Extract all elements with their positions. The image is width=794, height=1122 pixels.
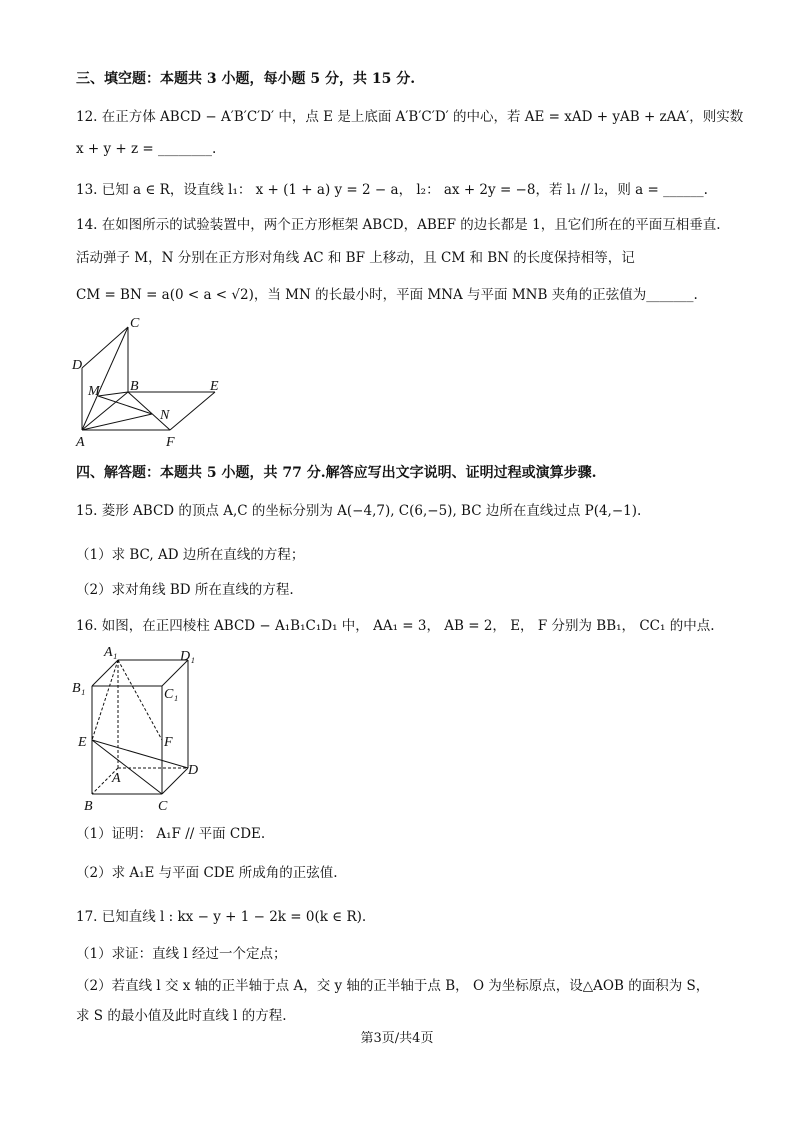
label-a1: A₁ (104, 645, 118, 660)
q16-part1: （1）证明： A₁F // 平面 CDE. (76, 826, 266, 842)
segment-ed (92, 740, 188, 768)
q15-part1: （1）求 BC, AD 边所在直线的方程； (76, 547, 305, 563)
label-n: N (160, 408, 170, 423)
q12-line2: x + y + z = ________. (76, 141, 217, 157)
edge-ef (170, 392, 215, 430)
edge-dc (82, 327, 128, 368)
section-heading-solutions: 四、解答题：本题共 5 小题，共 77 分.解答应写出文字说明、证明过程或演算步骤. (76, 465, 597, 481)
segment-a1f-hidden (118, 660, 162, 740)
label-c: C (130, 316, 140, 331)
segment-mn (98, 396, 152, 414)
q17-line1: 17. 已知直线 l : kx − y + 1 − 2k = 0(k ∈ R). (76, 909, 367, 925)
q14-line2: 活动弹子 M，N 分别在正方形对角线 AC 和 BF 上移动，且 CM 和 BN 的长度保持相等，记 (76, 250, 635, 266)
q14-line1: 14. 在如图所示的试验装置中，两个正方形框架 ABCD，ABEF 的边长都是 1，且它们所在的平面互相垂直. (76, 217, 721, 233)
label-c1: C₁ (164, 687, 179, 702)
q16-part2: （2）求 A₁E 与平面 CDE 所成角的正弦值. (76, 865, 338, 881)
q15-part2: （2）求对角线 BD 所在直线的方程. (76, 582, 294, 598)
q14-line3: CM = BN = a(0 < a < √2)，当 MN 的长最小时，平面 MNA 与平面 MNB 夹角的正弦值为_______. (76, 287, 698, 303)
label-e: E (210, 379, 219, 394)
q13-line1: 13. 已知 a ∈ R，设直线 l₁： x + (1 + a) y = 2 − a， l₂： ax + 2y = −8，若 l₁ // l₂，则 a = ______. (76, 182, 708, 198)
label-c: C (158, 799, 168, 814)
label-m: M (88, 384, 100, 399)
label-b1: B₁ (72, 681, 86, 696)
q12-line1: 12. 在正方体 ABCD − A′B′C′D′ 中，点 E 是上底面 A′B′C′D′ 的中心，若 AE = xAD + yAB + zAA′，则实数 (76, 109, 744, 125)
label-a: A (76, 435, 85, 450)
edge-a1b1 (92, 660, 118, 686)
segment-a1e-hidden (92, 660, 118, 740)
label-e: E (78, 735, 87, 750)
section-heading-fill-in: 三、填空题：本题共 3 小题，每小题 5 分，共 15 分. (76, 71, 416, 87)
label-b: B (130, 379, 139, 394)
label-f: F (164, 735, 173, 750)
label-a: A (112, 771, 121, 786)
label-d: D (188, 763, 199, 778)
segment-an (82, 414, 152, 430)
q15-line1: 15. 菱形 ABCD 的顶点 A,C 的坐标分别为 A(−4,7), C(6,−5), BC 边所在直线过点 P(4,−1). (76, 503, 642, 519)
diag-ac (82, 327, 128, 430)
q16-figure (70, 642, 210, 814)
label-b: B (84, 799, 93, 814)
q17-part2: （2）若直线 l 交 x 轴的正半轴于点 A，交 y 轴的正半轴于点 B， O 为坐标原点，设△AOB 的面积为 S， (76, 978, 710, 994)
label-f: F (166, 435, 175, 450)
q14-figure (70, 313, 230, 453)
label-d: D (72, 358, 83, 373)
page-footer: 第3页/共4页 (360, 1031, 434, 1046)
q17-part3: 求 S 的最小值及此时直线 l 的方程. (76, 1008, 287, 1024)
segment-ec (92, 740, 162, 794)
q17-part1: （1）求证：直线 l 经过一个定点； (76, 946, 287, 962)
edge-cd (162, 768, 188, 794)
label-d1: D₁ (180, 649, 195, 664)
q16-line1: 16. 如图，在正四棱柱 ABCD − A₁B₁C₁D₁ 中， AA₁ = 3， AB = 2， E， F 分别为 BB₁， CC₁ 的中点. (76, 618, 715, 634)
